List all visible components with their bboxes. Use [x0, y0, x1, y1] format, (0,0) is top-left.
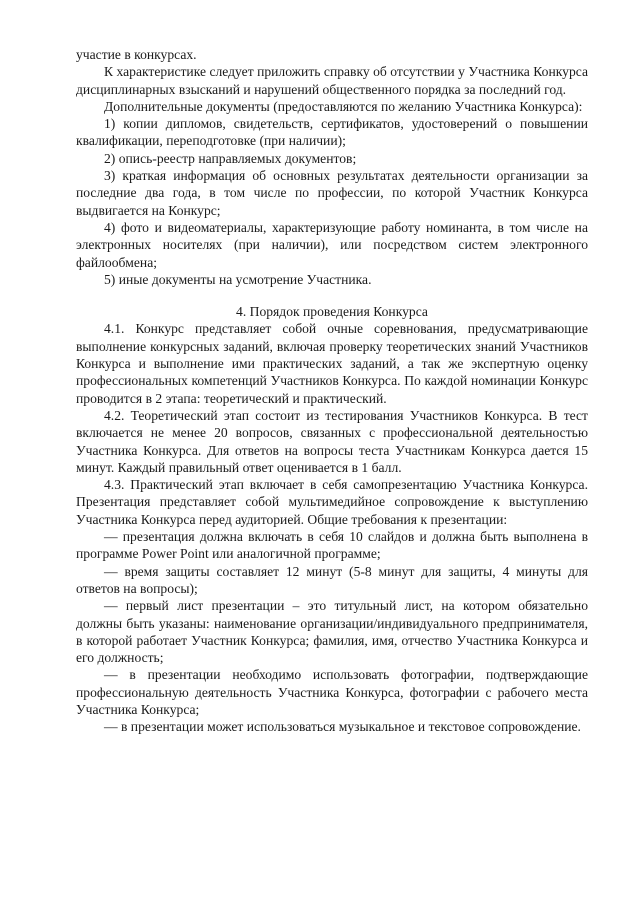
paragraph-additional-documents: Дополнительные документы (предоставляются по желанию Участника Конкурса): [104, 98, 583, 114]
paragraph-4-1: 4.1. Конкурс представляет собой очные соревнования, предусматривающие выполнение конкурсных заданий, включая проверку теоретических знаний Участников Конкурса и выполнение ими практических заданий, а так же экспертную оценку профессиональных компетенций Участников Конкурса. По каждой номинации Конкурс проводится в 2 этапа: теоретический и практический. [76, 321, 588, 406]
list-item-other-documents: 5) иные документы на усмотрение Участника. [104, 271, 372, 287]
section-spacer [76, 288, 588, 303]
list-item-music: — в презентации может использоваться музыкальное и текстовое сопровождение. [104, 719, 581, 735]
section-title: 4. Порядок проведения Конкурса [236, 304, 428, 320]
list-item-photos: — в презентации необходимо использовать фотографии, подтверждающие профессиональную деятельность Участника Конкурса, фотографии с рабочего места Участника Конкурса; [76, 667, 588, 717]
list-item-defense-time: — время защиты составляет 12 минут (5-8 минут для защиты, 4 минуты для ответов на вопросы); [76, 563, 588, 596]
paragraph-continuation: участие в конкурсах. [76, 47, 197, 62]
list-item-diplomas: 1) копии дипломов, свидетельств, сертификатов, удостоверений о повышении квалификации, переподготовке (при наличии); [76, 116, 588, 149]
list-item-inventory: 2) опись-реестр направляемых документов; [104, 150, 357, 166]
paragraph-4-3: 4.3. Практический этап включает в себя самопрезентацию Участника Конкурса. Презентация представляет собой мультимедийное сопровождение к выступлению Участника Конкурса перед аудиторией. Общие требования к презентации: [76, 477, 588, 527]
list-item-photo-video: 4) фото и видеоматериалы, характеризующие работу номинанта, в том числе на электронных носителях (при наличии), или посредством систем электронного файлообмена; [76, 219, 588, 270]
paragraph-characteristic-certificate: К характеристике следует приложить справку об отсутствии у Участника Конкурса дисциплинарных взысканий и нарушений общественного порядка за последний год. [76, 64, 588, 97]
list-item-slides: — презентация должна включать в себя 10 слайдов и должна быть выполнена в программе Power Point или аналогичной программе; [76, 529, 588, 562]
list-item-brief-info: 3) краткая информация об основных результатах деятельности организации за последние два года, в том числе по профессии, по которой Участник Конкурса выдвигается на Конкурс; [76, 168, 588, 218]
paragraph-4-2: 4.2. Теоретический этап состоит из тестирования Участников Конкурса. В тест включается не менее 20 вопросов, связанных с профессиональной деятельностью Участника Конкурса. Для ответов на вопросы теста Участникам Конкурса дается 15 минут. Каждый правильный ответ оценивается в 1 балл. [76, 407, 588, 475]
document-page [76, 46, 588, 736]
list-item-title-sheet: — первый лист презентации – это титульный лист, на котором обязательно должны быть указаны: наименование организации/индивидуального предпринимателя, в которой работает Участник Конкурса; фамилия, имя, отчество Участника Конкурса и его должность; [76, 598, 588, 666]
